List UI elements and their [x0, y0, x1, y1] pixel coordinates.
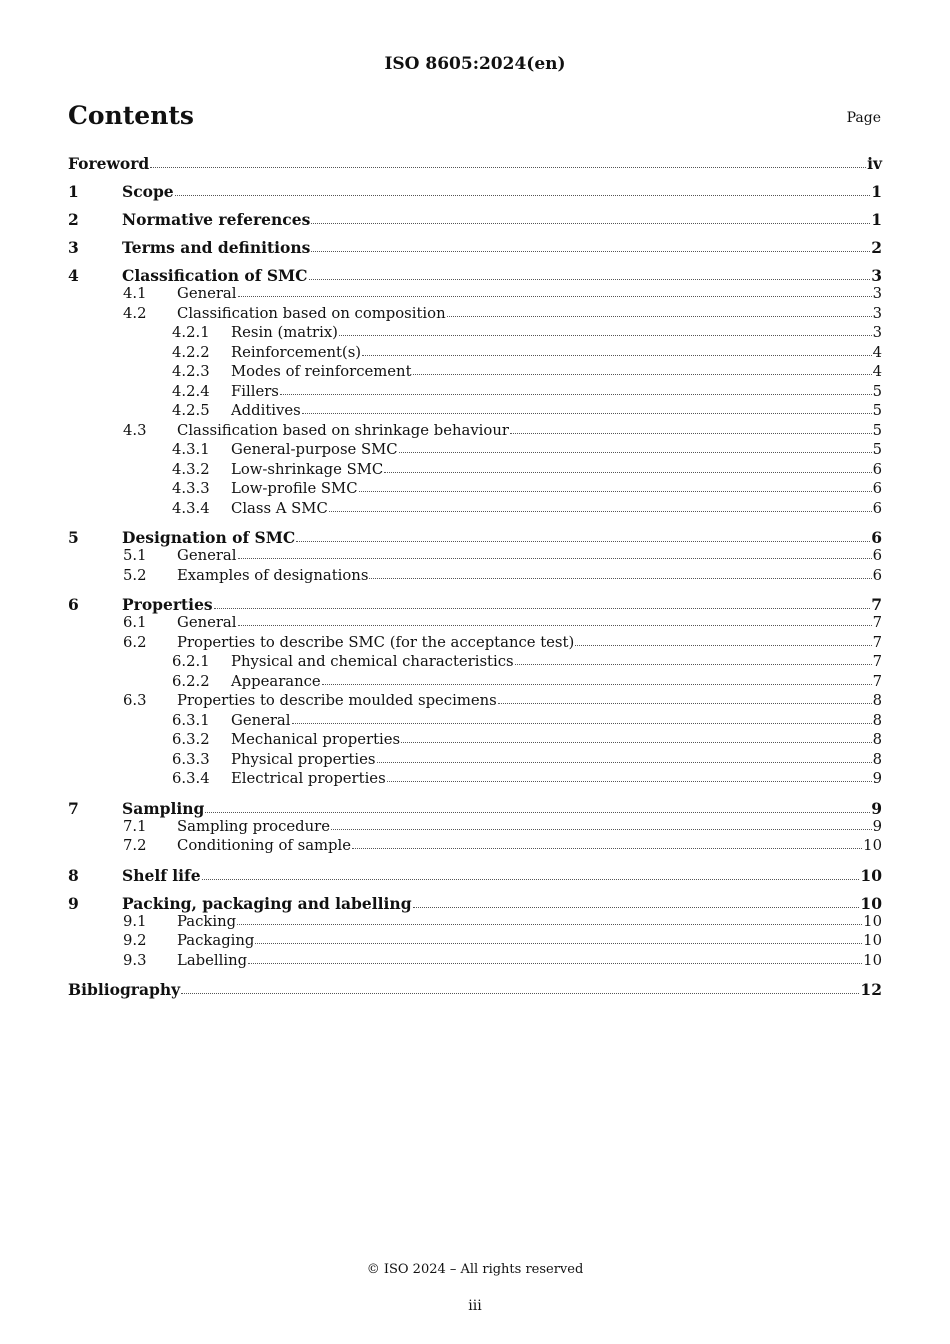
toc-entry[interactable] — [68, 528, 882, 547]
toc-entry-title[interactable]: General — [177, 547, 237, 564]
toc-entry[interactable] — [68, 567, 882, 587]
toc-entry-page: 3 — [872, 324, 882, 341]
toc-entry-number: 2 — [68, 210, 79, 229]
toc-entry-title[interactable]: General — [177, 285, 237, 302]
toc-entry-page: 7 — [871, 595, 882, 614]
toc-entry-page: 5 — [872, 402, 882, 419]
toc-entry-page: 6 — [871, 528, 882, 547]
toc-entry-number: 4.3.3 — [172, 480, 210, 497]
toc-entry-title[interactable]: Foreword — [68, 154, 150, 173]
dot-leader — [202, 878, 860, 880]
toc-entry[interactable] — [68, 363, 882, 383]
toc-entry-page: 12 — [860, 980, 882, 999]
toc-entry-number: 6.3.4 — [172, 770, 210, 787]
toc-entry-title[interactable]: Packing, packaging and labelling — [122, 893, 412, 913]
toc-entry[interactable] — [68, 266, 882, 285]
toc-entry-number: 6.2.2 — [172, 672, 210, 690]
toc-entry-number: 4.2 — [123, 304, 147, 322]
dot-leader — [401, 741, 871, 743]
toc-entry[interactable] — [68, 402, 882, 422]
toc-entry[interactable] — [68, 894, 882, 913]
toc-entry-number: 4.2.1 — [172, 324, 210, 341]
dot-leader — [302, 412, 872, 414]
dot-leader — [352, 847, 862, 849]
toc-entry[interactable] — [68, 210, 882, 229]
dot-leader — [387, 780, 872, 782]
toc-entry-title[interactable]: Physical properties — [231, 750, 376, 768]
document-id: ISO 8605:2024(en) — [384, 54, 566, 74]
dot-leader — [339, 334, 872, 336]
toc-entry[interactable] — [68, 980, 882, 999]
toc-entry-page: 8 — [872, 750, 882, 768]
contents-heading: Contents — [68, 101, 195, 130]
toc-entry-number: 6.1 — [123, 614, 147, 631]
dot-leader — [237, 923, 862, 925]
toc-entry-title[interactable]: Low-shrinkage SMC — [231, 460, 384, 478]
toc-entry[interactable] — [68, 285, 882, 305]
toc-entry-title[interactable]: Classification based on shrinkage behaviour — [177, 421, 509, 439]
toc-entry-page: 7 — [872, 653, 882, 670]
toc-entry-page: 6 — [872, 460, 882, 478]
toc-entry-title[interactable]: Sampling — [122, 798, 205, 818]
toc-entry-page: 5 — [872, 421, 882, 439]
toc-entry-title[interactable]: General — [231, 711, 291, 729]
toc-entry[interactable] — [68, 913, 882, 933]
toc-entry-number: 5 — [68, 528, 79, 547]
dot-leader — [510, 432, 872, 434]
toc-entry-page: 10 — [863, 912, 882, 930]
toc-entry-title[interactable]: Additives — [231, 402, 301, 419]
toc-entry[interactable] — [68, 383, 882, 403]
toc-entry[interactable] — [68, 614, 882, 634]
toc-entry-title[interactable]: Designation of SMC — [122, 528, 296, 547]
toc-entry-number: 4.2.2 — [172, 343, 210, 361]
toc-entry-number: 5.1 — [123, 547, 147, 564]
toc-entry-title[interactable]: Properties to describe SMC (for the acceptance test) — [177, 633, 575, 651]
toc-entry-number: 3 — [68, 238, 79, 257]
toc-entry-number: 9.2 — [123, 932, 147, 949]
toc-entry-page: 9 — [872, 770, 882, 787]
dot-leader — [498, 702, 872, 704]
dot-leader — [311, 222, 870, 224]
toc-entry-title[interactable]: Mechanical properties — [231, 731, 401, 748]
page-column-label: Page — [846, 110, 881, 126]
toc-entry[interactable] — [68, 461, 882, 481]
dot-leader — [377, 761, 872, 763]
toc-entry-page: 4 — [872, 363, 882, 380]
toc-entry[interactable] — [68, 770, 882, 790]
dot-leader — [255, 942, 862, 944]
toc-entry-number: 6.3 — [123, 692, 147, 709]
toc-entry-page: 10 — [860, 865, 882, 885]
toc-entry-number: 6.3.1 — [172, 711, 210, 729]
dot-leader — [238, 624, 872, 626]
toc-entry-title[interactable]: Electrical properties — [231, 770, 386, 787]
toc-entry[interactable] — [68, 932, 882, 952]
toc-entry-page: 10 — [863, 932, 882, 949]
dot-leader — [280, 393, 872, 395]
toc-entry-page: 1 — [871, 182, 882, 201]
toc-entry[interactable] — [68, 712, 882, 732]
toc-entry-number: 6.2.1 — [172, 653, 210, 670]
dot-leader — [447, 315, 872, 317]
toc-entry-number: 9.1 — [123, 912, 147, 930]
toc-entry-page: 9 — [871, 798, 882, 818]
toc-entry-title[interactable]: Resin (matrix) — [231, 324, 338, 341]
dot-leader — [205, 811, 870, 813]
toc-entry[interactable] — [68, 238, 882, 257]
toc-entry-page: 6 — [872, 499, 882, 517]
toc-entry[interactable] — [68, 595, 882, 614]
toc-entry-title[interactable]: Classification based on composition — [177, 304, 446, 322]
toc-entry-page: 8 — [872, 692, 882, 709]
toc-entry[interactable] — [68, 634, 882, 654]
dot-leader — [384, 471, 871, 473]
toc-entry-title[interactable]: General — [177, 614, 237, 631]
toc-entry-number: 4.3.2 — [172, 460, 210, 478]
toc-entry[interactable] — [68, 866, 882, 885]
toc-entry-page: iv — [867, 154, 882, 173]
toc-entry[interactable] — [68, 441, 882, 461]
toc-entry-title[interactable]: Low-profile SMC — [231, 480, 358, 497]
toc-entry[interactable] — [68, 154, 882, 173]
toc-entry-title[interactable]: General-purpose SMC — [231, 441, 398, 458]
dot-leader — [413, 906, 860, 908]
toc-entry-title[interactable]: Conditioning of sample — [177, 837, 352, 854]
toc-entry-page: 5 — [872, 382, 882, 400]
toc-entry-number: 7.1 — [123, 817, 147, 835]
toc-entry-number: 6 — [68, 595, 79, 614]
toc-entry-title[interactable]: Packaging — [177, 932, 255, 949]
toc-entry-number: 7.2 — [123, 837, 147, 854]
toc-entry-title[interactable]: Bibliography — [68, 980, 181, 999]
dot-leader — [359, 490, 872, 492]
toc-entry-number: 4.2.4 — [172, 382, 210, 400]
toc-entry-title[interactable]: Physical and chemical characteristics — [231, 653, 514, 670]
dot-leader — [296, 540, 870, 542]
dot-leader — [329, 510, 872, 512]
toc-entry-number: 4.3.4 — [172, 499, 210, 517]
dot-leader — [181, 992, 859, 994]
toc-entry-page: 2 — [871, 238, 882, 257]
toc-entry-page: 1 — [871, 210, 882, 229]
toc-entry-title[interactable]: Examples of designations — [177, 566, 369, 584]
dot-leader — [575, 644, 871, 646]
toc-entry-title[interactable]: Reinforcement(s) — [231, 343, 362, 361]
toc-entry-title[interactable]: Sampling procedure — [177, 817, 330, 835]
toc-entry-page: 8 — [872, 731, 882, 748]
toc-entry[interactable] — [68, 547, 882, 567]
toc-entry-title[interactable]: Appearance — [231, 672, 321, 690]
toc-entry-page: 6 — [872, 547, 882, 564]
toc-entry-title[interactable]: Normative references — [122, 210, 311, 229]
dot-leader — [311, 250, 870, 252]
toc-entry-page: 3 — [872, 285, 882, 302]
toc-entry-title[interactable]: Classification of SMC — [122, 266, 308, 285]
toc-entry-number: 4.2.5 — [172, 402, 210, 419]
dot-leader — [331, 828, 872, 830]
toc-entry-number: 9.3 — [123, 951, 147, 969]
toc-entry[interactable] — [68, 422, 882, 442]
toc-entry-page: 10 — [860, 893, 882, 913]
toc-entry[interactable] — [68, 182, 882, 201]
toc-entry-page: 10 — [863, 837, 882, 854]
toc-entry-number: 8 — [68, 865, 79, 885]
toc-entry-title[interactable]: Modes of reinforcement — [231, 363, 412, 380]
toc-entry-page: 5 — [872, 441, 882, 458]
toc-entry-page: 7 — [872, 614, 882, 631]
table-of-contents — [68, 154, 882, 999]
dot-leader — [369, 577, 871, 579]
toc-entry[interactable] — [68, 818, 882, 838]
toc-entry-number: 9 — [68, 893, 79, 913]
toc-entry[interactable] — [68, 324, 882, 344]
toc-entry-page: 7 — [872, 672, 882, 690]
toc-entry[interactable] — [68, 837, 882, 857]
toc-entry-title[interactable]: Fillers — [231, 382, 279, 400]
dot-leader — [309, 278, 871, 280]
toc-entry[interactable] — [68, 673, 882, 693]
toc-entry-page: 6 — [872, 480, 882, 497]
toc-entry[interactable] — [68, 692, 882, 712]
dot-leader — [175, 194, 871, 196]
dot-leader — [214, 607, 871, 609]
toc-entry[interactable] — [68, 751, 882, 771]
toc-entry-title[interactable]: Terms and definitions — [122, 238, 311, 257]
copyright-footer: © ISO 2024 – All rights reserved — [366, 1262, 584, 1277]
dot-leader — [248, 962, 862, 964]
toc-entry[interactable] — [68, 952, 882, 972]
toc-entry[interactable] — [68, 500, 882, 520]
toc-entry[interactable] — [68, 799, 882, 818]
toc-entry-page: 7 — [872, 633, 882, 651]
toc-entry-number: 4.2.3 — [172, 363, 210, 380]
toc-entry-title[interactable]: Labelling — [177, 951, 248, 969]
toc-entry-number: 4.3.1 — [172, 441, 210, 458]
dot-leader — [515, 663, 872, 665]
toc-entry-title[interactable]: Properties to describe moulded specimens — [177, 692, 497, 709]
toc-entry-page: 8 — [872, 711, 882, 729]
toc-entry-title[interactable]: Properties — [122, 595, 213, 614]
toc-entry-number: 4.1 — [123, 285, 147, 302]
toc-entry-number: 7 — [68, 798, 79, 818]
dot-leader — [413, 373, 872, 375]
dot-leader — [362, 354, 872, 356]
toc-entry-page: 10 — [863, 951, 882, 969]
toc-entry-page: 9 — [872, 817, 882, 835]
toc-entry-title[interactable]: Shelf life — [122, 865, 201, 885]
toc-entry-number: 4.3 — [123, 421, 147, 439]
page-number: iii — [468, 1298, 482, 1314]
toc-entry-page: 4 — [872, 343, 882, 361]
toc-entry-title[interactable]: Scope — [122, 182, 174, 201]
toc-entry-number: 4 — [68, 266, 79, 285]
toc-entry[interactable] — [68, 480, 882, 500]
dot-leader — [322, 683, 872, 685]
dot-leader — [399, 451, 872, 453]
toc-entry-page: 6 — [872, 566, 882, 584]
toc-entry[interactable] — [68, 305, 882, 325]
toc-entry-number: 6.3.2 — [172, 731, 210, 748]
toc-entry[interactable] — [68, 653, 882, 673]
dot-leader — [238, 295, 872, 297]
toc-entry-number: 6.3.3 — [172, 750, 210, 768]
toc-entry-page: 3 — [871, 266, 882, 285]
dot-leader — [150, 166, 866, 168]
toc-entry-title[interactable]: Class A SMC — [231, 499, 328, 517]
toc-entry-page: 3 — [872, 304, 882, 322]
toc-entry-title[interactable]: Packing — [177, 912, 237, 930]
toc-entry-number: 5.2 — [123, 566, 147, 584]
toc-entry[interactable] — [68, 344, 882, 364]
dot-leader — [292, 722, 872, 724]
dot-leader — [238, 557, 872, 559]
toc-entry-number: 6.2 — [123, 633, 147, 651]
toc-entry-number: 1 — [68, 182, 79, 201]
toc-entry[interactable] — [68, 731, 882, 751]
